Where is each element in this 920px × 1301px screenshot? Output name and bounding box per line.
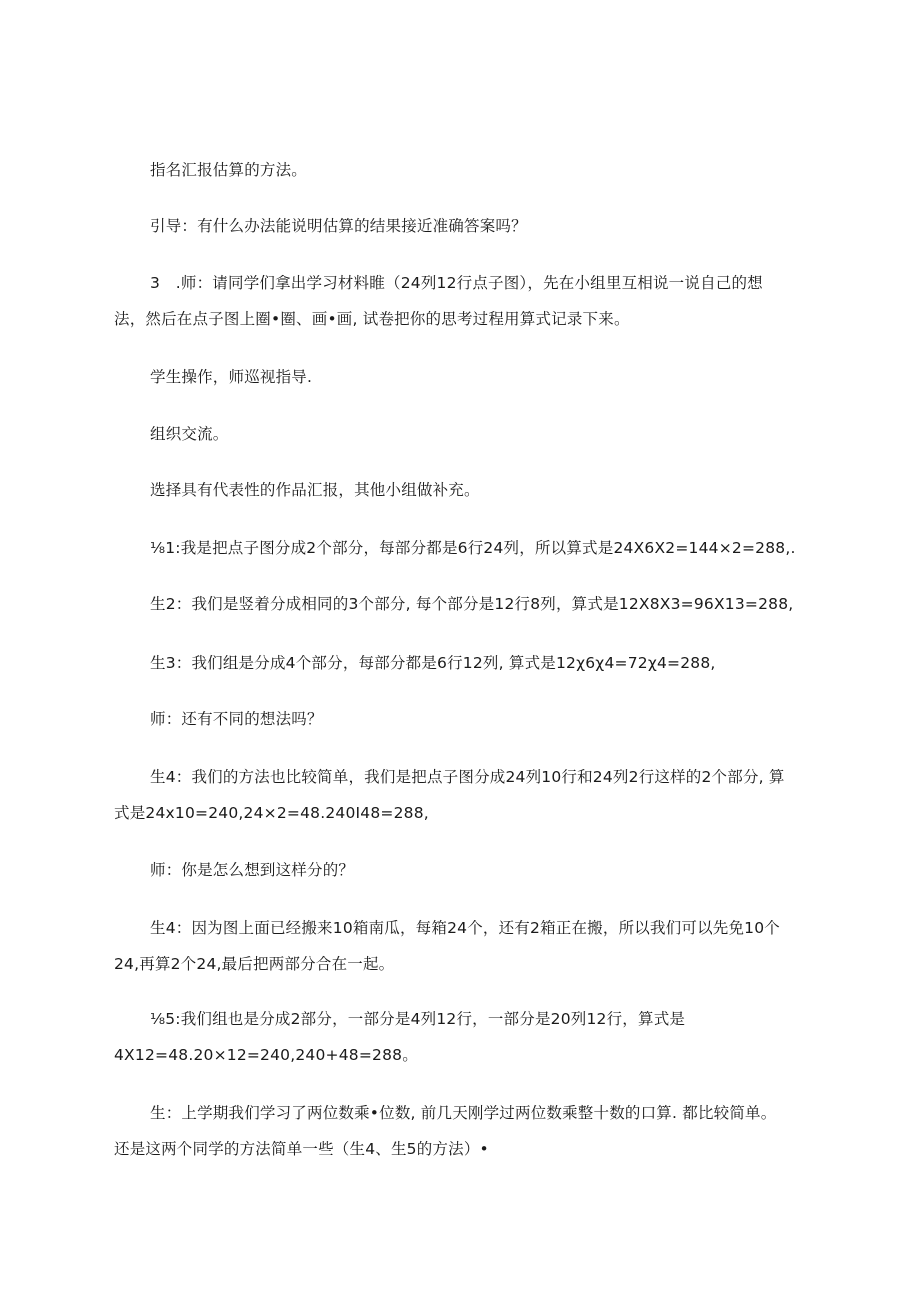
paragraph-line: 生3：我们组是分成4个部分，每部分都是6行12列, 算式是12χ6χ4=72χ4=288, — [150, 654, 716, 672]
paragraph-15 — [114, 1095, 814, 1167]
paragraph-line: 式是24x10=240,24×2=48.240I48=288, — [114, 804, 429, 822]
paragraph-line: 生2：我们是竖着分成相同的3个部分, 每个部分是12行8列，算式是12X8X3=96X13=288, — [150, 595, 794, 613]
paragraph-5 — [114, 416, 814, 452]
paragraph-7 — [114, 530, 814, 566]
paragraph-line: 师：还有不同的想法吗？ — [150, 710, 323, 728]
paragraph-14 — [114, 1001, 814, 1073]
paragraph-9 — [114, 645, 814, 681]
paragraph-11 — [114, 759, 814, 831]
paragraph-line: 引导：有什么办法能说明估算的结果接近准确答案吗？ — [150, 217, 527, 235]
paragraph-line: ⅛5:我们组也是分成2部分，一部分是4列12行，一部分是20列12行，算式是 — [150, 1010, 686, 1028]
paragraph-line: 生4：因为图上面已经搬来10箱南瓜，每箱24个，还有2箱正在搬，所以我们可以先免10个 — [150, 919, 780, 937]
paragraph-line: 师：你是怎么想到这样分的？ — [150, 861, 355, 879]
paragraph-line: 3 .师：请同学们拿出学习材料睢（24列12行点子图），先在小组里互相说一说自己的想 — [150, 274, 763, 292]
paragraph-line: 生：上学期我们学习了两位数乘•位数, 前几天刚学过两位数乘整十数的口算. 都比较简单。 — [150, 1104, 777, 1122]
paragraph-13 — [114, 910, 814, 982]
paragraph-2 — [114, 208, 814, 244]
paragraph-line: 选择具有代表性的作品汇报，其他小组做补充。 — [150, 481, 480, 499]
paragraph-10 — [114, 701, 814, 737]
paragraph-4 — [114, 359, 814, 395]
paragraph-line: 法，然后在点子图上圈•圈、画•画, 试卷把你的思考过程用算式记录下来。 — [114, 310, 630, 328]
paragraph-1 — [114, 152, 814, 188]
paragraph-line: 24,再算2个24,最后把两部分合在一起。 — [114, 955, 395, 973]
paragraph-line: 生4：我们的方法也比较简单，我们是把点子图分成24列10行和24列2行这样的2个部分, 算 — [150, 768, 785, 786]
paragraph-line: ⅛1:我是把点子图分成2个部分，每部分都是6行24列，所以算式是24X6X2=144×2=288,. — [150, 539, 796, 557]
paragraph-8 — [114, 586, 814, 622]
paragraph-line: 指名汇报估算的方法。 — [150, 161, 308, 179]
paragraph-line: 组织交流。 — [150, 425, 229, 443]
paragraph-6 — [114, 472, 814, 508]
paragraph-12 — [114, 852, 814, 888]
paragraph-line: 还是这两个同学的方法简单一些（生4、生5的方法）• — [114, 1140, 489, 1158]
paragraph-line: 4X12=48.20×12=240,240+48=288。 — [114, 1046, 418, 1064]
paragraph-line: 学生操作，师巡视指导. — [150, 368, 313, 386]
paragraph-3 — [114, 265, 814, 337]
